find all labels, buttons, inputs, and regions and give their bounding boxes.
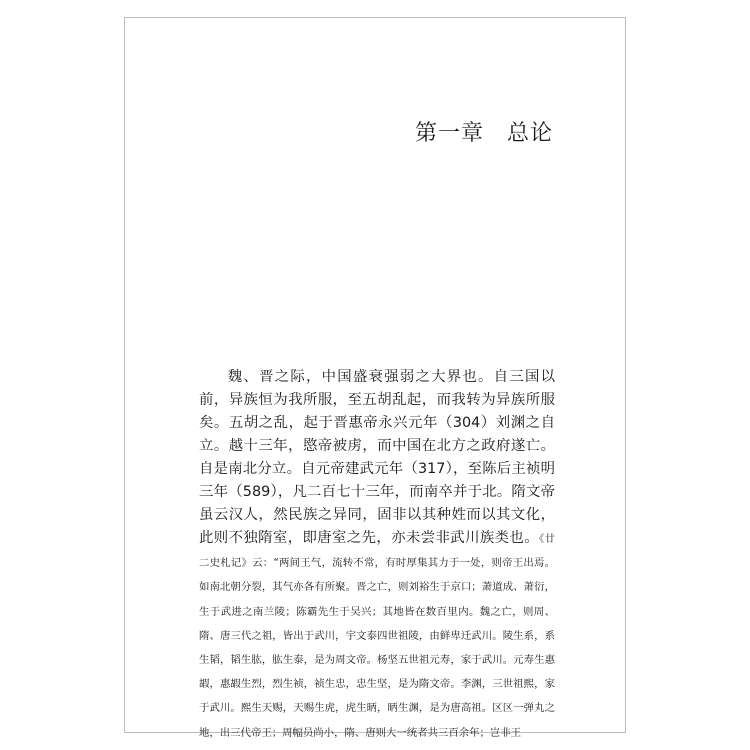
chapter-title: 第一章 总论	[414, 121, 553, 146]
book-page	[124, 17, 626, 739]
body-text	[199, 366, 555, 745]
quoted-passage: 《廿二史札记》云：“两间王气，流转不常，有时厚集其力于一处，则帝王出焉。如南北朝分裂，其气亦各有所聚。晋之亡，则刘裕生于京口；萧道成、萧衍，生于武进之南兰陵；陈霸先生于吴兴；其地皆在数百里内。魏之亡，则周、隋、唐三代之祖，皆出于武川，宇文泰四世祖陵，由鲜卑迁武川。陵生系，系生韬，韬生肱，肱生泰，是为周文帝。杨坚五世祖元寿，家于武川。元寿生惠嘏，惠嘏生烈，烈生祯，祯生忠，忠生坚，是为隋文帝。李渊，三世祖熙，家于武川。熙生天赐，天赐生虎，虎生昞，昞生渊，是为唐高祖。区区一弹丸之地，出三代帝王；周幅员尚小，隋、唐则大一统者共三百余年；岂非王	[199, 533, 555, 739]
main-paragraph: 魏、晋之际，中国盛衰强弱之大界也。自三国以前，异族恒为我所服，至五胡乱起，而我转为异族所服矣。五胡之乱，起于晋惠帝永兴元年（304）刘渊之自立。越十三年，愍帝被虏，而中国在北方之政府遂亡。自是南北分立。自元帝建武元年（317），至陈后主祯明三年（589），凡二百七十三年，而南卒并于北。隋文帝虽云汉人，然民族之异同，固非以其种姓而以其文化，此则不独隋室，即唐室之先，亦未尝非武川族类也。	[199, 369, 555, 546]
